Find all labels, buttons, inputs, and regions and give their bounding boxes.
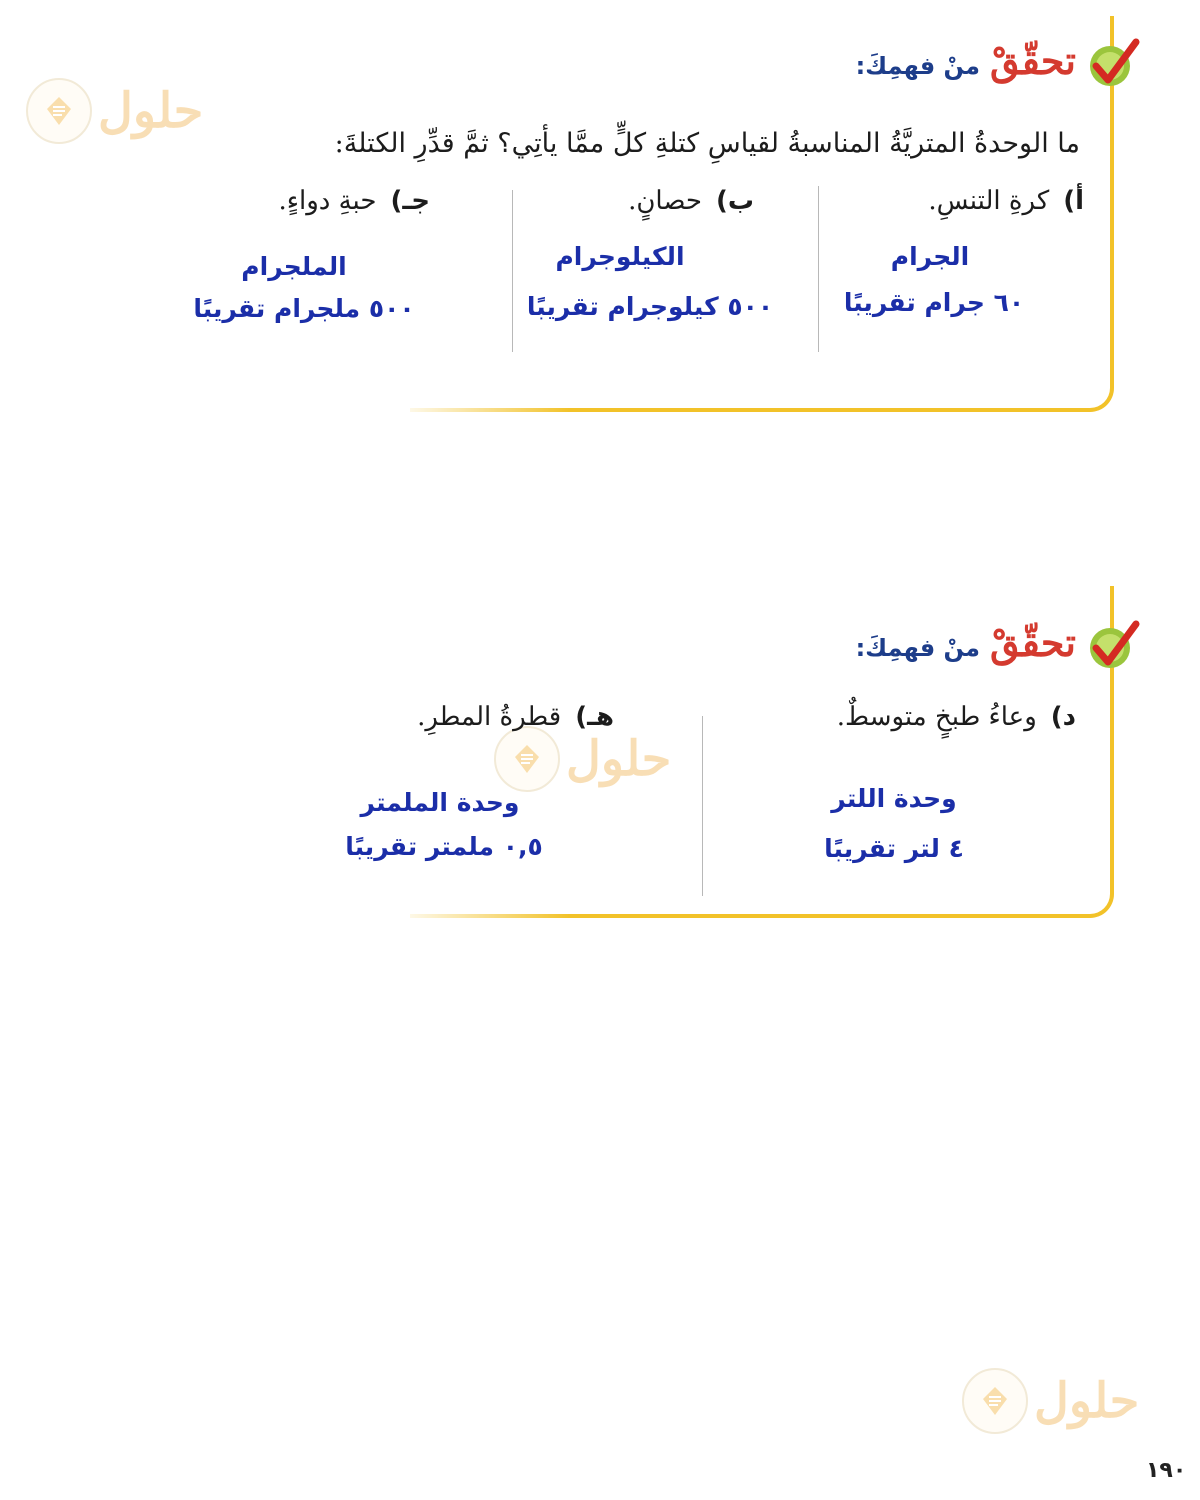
watermark [26,78,203,144]
answer-c-unit: الملجرام [241,252,347,281]
header-title: تحقّقْ [989,38,1076,83]
item-d: د) وعاءُ طبخٍ متوسطٌ. [836,702,1076,732]
header-subtitle: منْ فهمِكَ: [855,634,980,662]
answer-c-value: ٥٠٠ ملجرام تقريبًا [193,294,415,323]
answer-a-unit: الجرام [890,242,970,271]
question-text: ما الوحدةُ المتريَّةُ المناسبةُ لقياسِ كتلةِ كلٍّ ممَّا يأتِي؟ ثمَّ قدِّرِ الكتلةَ: [334,128,1080,159]
answer-e-value: ٠,٥ ملمتر تقريبًا [345,832,543,861]
section-header [856,38,1076,83]
watermark-text: حلول [98,83,204,139]
answer-e-unit: وحدة الملمتر [360,788,520,817]
item-a: أ) كرةِ التنسِ. [928,186,1084,216]
watermark [962,1368,1139,1434]
book-icon [962,1368,1028,1434]
divider [702,716,703,896]
answer-b-unit: الكيلوجرام [555,242,685,271]
divider [512,190,513,352]
checkmark-icon [1086,36,1140,90]
answer-d-unit: وحدة اللتر [831,784,957,813]
page-number: ١٩٠ [1146,1458,1187,1483]
watermark-text: حلول [1034,1373,1140,1429]
header-subtitle: منْ فهمِكَ: [855,52,980,80]
answer-d-value: ٤ لتر تقريبًا [824,834,964,863]
item-c: جـ) حبةِ دواءٍ. [278,186,430,216]
header-title: تحقّقْ [989,620,1076,665]
book-icon [26,78,92,144]
section-header [856,620,1076,665]
answer-a-value: ٦٠ جرام تقريبًا [843,288,1025,317]
item-b: ب) حصانٍ. [628,186,754,216]
watermark-text: حلول [566,731,672,787]
answer-b-value: ٥٠٠ كيلوجرام تقريبًا [526,292,774,321]
item-e: هـ) قطرةُ المطرِ. [417,702,614,732]
checkmark-icon [1086,618,1140,672]
